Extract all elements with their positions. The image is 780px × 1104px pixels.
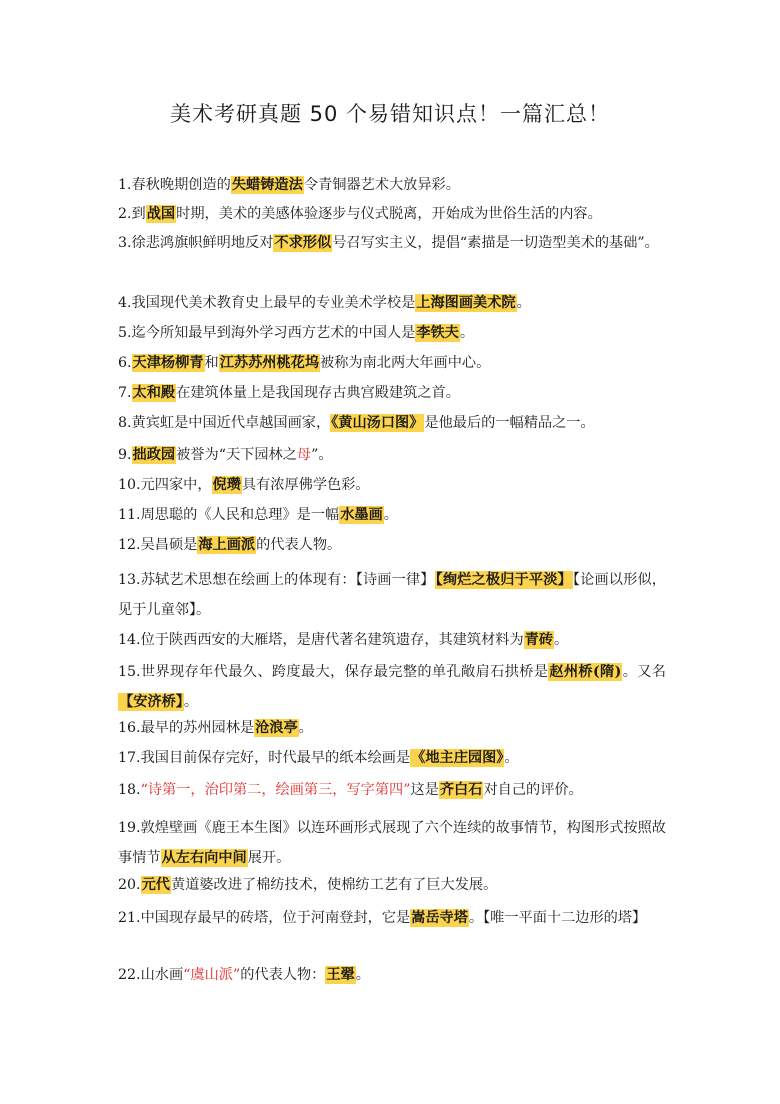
item-text: 被誉为“天下园林之 xyxy=(176,447,297,463)
list-item xyxy=(118,657,666,717)
item-text: 16.最早的苏州园林是 xyxy=(118,720,255,736)
item-text: 19.敦煌壁画《鹿王本生图》以连环画形式展现了六个连续的故事情节，构图形式按照故事情节 xyxy=(118,820,666,866)
highlighted-term: 天津杨柳青 xyxy=(132,355,204,371)
list-item xyxy=(118,743,666,773)
item-text: 1.春秋晚期创造的 xyxy=(118,177,231,193)
item-text: 。 xyxy=(504,750,519,766)
item-text: 3.徐悲鸿旗帜鲜明地反对 xyxy=(118,235,274,251)
item-text: 是他最后的一幅精品之一。 xyxy=(424,415,595,431)
highlighted-term: 元代 xyxy=(141,877,170,893)
list-item xyxy=(118,813,666,873)
highlighted-term: 齐白石 xyxy=(439,782,483,798)
item-text: 2.到 xyxy=(118,206,146,222)
highlighted-term: 上海图画美术院 xyxy=(416,295,516,311)
item-text: 【论画以形似，见于儿童邻】。 xyxy=(118,572,666,618)
list-item xyxy=(118,318,666,348)
item-text: 对自己的评价。 xyxy=(483,782,583,798)
page-title: 美术考研真题 50 个易错知识点！一篇汇总！ xyxy=(169,102,611,126)
item-text: 15.世界现存年代最久、跨度最大，保存最完整的单孔敞肩石拱桥是 xyxy=(118,664,549,680)
highlighted-term: 从左右向中间 xyxy=(161,850,247,866)
highlighted-term: 《地主庄园图》 xyxy=(411,750,504,766)
red-text: 母 xyxy=(296,447,312,463)
list-item xyxy=(118,288,666,318)
list-item xyxy=(118,170,666,200)
item-text: 时期，美术的美感体验逐步与仪式脱离，开始成为世俗生活的内容。 xyxy=(176,206,602,222)
highlighted-term: 嵩岳寺塔 xyxy=(411,910,468,926)
list-item xyxy=(118,960,666,990)
red-text: “诗第一，治印第二，绘画第三，写字第四” xyxy=(140,782,411,798)
item-text: 这是 xyxy=(410,782,439,798)
highlighted-term: 水墨画 xyxy=(340,507,383,523)
highlighted-term: 太和殿 xyxy=(132,385,176,401)
highlighted-term: 江苏苏州桃花坞 xyxy=(219,355,320,371)
item-text: 具有浓厚佛学色彩。 xyxy=(241,477,370,493)
item-text: 。 xyxy=(298,720,313,736)
item-text: 号召写实主义，提倡“素描是一切造型美术的基础”。 xyxy=(332,235,659,251)
item-text: 的代表人物： xyxy=(240,967,326,983)
highlighted-term: 【绚烂之极归于平淡】 xyxy=(435,572,572,588)
highlighted-term: 青砖 xyxy=(524,632,554,648)
list-item xyxy=(118,903,666,933)
highlighted-term: 王翚 xyxy=(326,967,355,983)
item-text: 的代表人物。 xyxy=(256,537,342,553)
highlighted-term: 拙政园 xyxy=(132,447,176,463)
item-text: 18. xyxy=(118,782,141,798)
highlighted-term: 海上画派 xyxy=(198,537,256,553)
item-text: 4.我国现代美术教育史上最早的专业美术学校是 xyxy=(118,295,416,311)
item-text: 8.黄宾虹是中国近代卓越国画家， xyxy=(118,415,331,431)
item-text: ”。 xyxy=(311,447,333,463)
list-item xyxy=(118,228,666,258)
list-item xyxy=(118,500,666,530)
highlighted-term: 《黄山汤口图》 xyxy=(331,415,424,431)
item-text: 13.苏轼艺术思想在绘画上的体现有：【诗画一律】 xyxy=(118,572,435,588)
item-text: 和 xyxy=(204,355,219,371)
item-text: 。【唯一平面十二边形的塔】 xyxy=(468,910,647,926)
list-item xyxy=(118,348,666,378)
item-text: 展开。 xyxy=(247,850,291,866)
item-text: 。 xyxy=(554,632,569,648)
list-item xyxy=(118,625,666,655)
red-text: “虞山派” xyxy=(183,967,241,983)
list-item xyxy=(118,199,666,229)
highlighted-term: 不求形似 xyxy=(274,235,332,251)
highlighted-term: 战国 xyxy=(146,206,176,222)
list-item xyxy=(118,440,666,470)
item-text: 22.山水画 xyxy=(118,967,184,983)
item-text: 5.迄今所知最早到海外学习西方艺术的中国人是 xyxy=(118,325,416,341)
list-item xyxy=(118,713,666,743)
item-text: 。 xyxy=(355,967,370,983)
item-text: 10.元四家中， xyxy=(118,477,212,493)
list-item xyxy=(118,530,666,560)
item-text: 11.周思聪的《人民和总理》是一幅 xyxy=(118,507,340,523)
highlighted-term: 李铁夫 xyxy=(416,325,459,341)
item-text: 6. xyxy=(118,355,132,371)
item-text: 。 xyxy=(516,295,531,311)
item-text: 20. xyxy=(118,877,141,893)
list-item xyxy=(118,775,666,805)
highlighted-term: 倪瓒 xyxy=(212,477,241,493)
item-text: 。 xyxy=(183,694,199,710)
highlighted-term: 【安济桥】 xyxy=(119,694,183,710)
item-text: 21.中国现存最早的砖塔，位于河南登封，它是 xyxy=(118,910,411,926)
item-text: 在建筑体量上是我国现存古典宫殿建筑之首。 xyxy=(176,385,460,401)
item-text: 7. xyxy=(118,385,132,401)
item-text: 17.我国目前保存完好，时代最早的纸本绘画是 xyxy=(118,750,411,766)
highlighted-term: 沧浪亭 xyxy=(255,720,298,736)
item-text: 。 xyxy=(383,507,398,523)
list-item xyxy=(118,470,666,500)
item-text: 12.吴昌硕是 xyxy=(118,537,198,553)
item-text: 黄道婆改进了棉纺技术，使棉纺工艺有了巨大发展。 xyxy=(170,877,498,893)
list-item xyxy=(118,378,666,408)
list-item xyxy=(118,870,666,900)
item-text: 被称为南北两大年画中心。 xyxy=(320,355,491,371)
item-text: 9. xyxy=(118,447,132,463)
highlighted-term: 失蜡铸造法 xyxy=(231,177,303,193)
list-item xyxy=(118,408,666,438)
highlighted-term: 赵州桥(隋) xyxy=(549,664,622,680)
list-item xyxy=(118,565,666,625)
item-text: 令青铜器艺术大放异彩。 xyxy=(303,177,460,193)
item-text: 。又名 xyxy=(622,664,666,680)
item-text: 14.位于陕西西安的大雁塔，是唐代著名建筑遗存，其建筑材料为 xyxy=(118,632,524,648)
item-text: 。 xyxy=(459,325,475,341)
